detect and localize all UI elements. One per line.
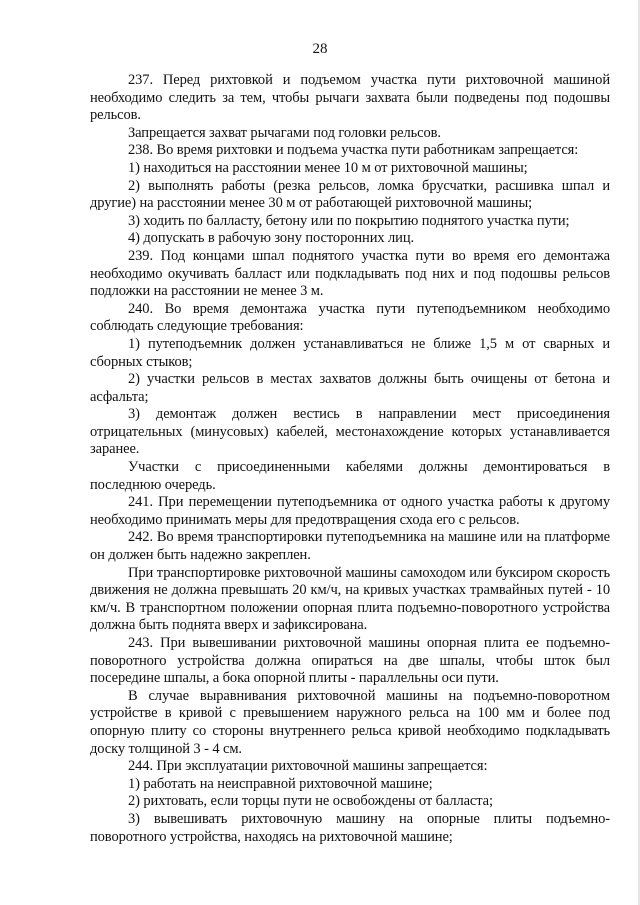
list-item-238-3: 3) ходить по балласту, бетону или по покрытию поднятого участка пути; [128,212,570,229]
list-item-238-4: 4) допускать в рабочую зону посторонних лиц. [128,230,415,247]
page-number: 28 [312,41,328,57]
paragraph-242: 242. Во время транспортировки путеподъемника на машине или на платформе он должен быть надежно закреплен. [90,529,610,564]
paragraph-237: 237. Перед рихтовкой и подъемом участка пути рихтовочной машиной необходимо следить за тем, чтобы рычаги захвата были подведены под подошвы рельсов. [90,72,610,124]
list-item-240-2: 2) участки рельсов в местах захватов должны быть очищены от бетона и асфальта; [90,371,610,405]
list-item-240-1: 1) путеподъемник должен устанавливаться не ближе 1,5 м от сварных и сборных стыков; [90,335,610,370]
paragraph-239: 239. Под концами шпал поднятого участка пути во время его демонтажа необходимо окучивать балласт или подкладывать под них и под подошвы рельсов подложки на расстоянии не менее 3 м. [90,247,610,300]
paragraph-244: 244. При эксплуатации рихтовочной машины запрещается: [128,758,488,775]
document-body [90,72,610,846]
paragraph-238: 238. Во время рихтовки и подъема участка пути работникам запрещается: [128,142,579,159]
list-item-238-2: 2) выполнять работы (резка рельсов, ломка брусчатки, расшивка шпал и другие) на расстоянии менее 30 м от работающей рихтовочной машины; [90,177,610,212]
paragraph-241: 241. При перемещении путеподъемника от одного участка работы к другому необходимо принимать меры для предотвращения схода его с рельсов. [90,494,610,528]
paragraph-237-prohibition: Запрещается захват рычагами под головки рельсов. [128,124,441,141]
paragraph-243-curve: В случае выравнивания рихтовочной машины на подъемно-поворотном устройстве в кривой с превышением наружного рельса на 100 мм и более под опорную плиту со стороны внутреннего рельса кривой необходимо подкладывать доску толщиной 3 - 4 см. [90,687,610,757]
paragraph-243: 243. При вывешивании рихтовочной машины опорная плита ее подъемно-поворотного устройства должна опираться на две шпалы, чтобы шток был посередине шпалы, а бока опорной плиты - параллельны оси пути. [90,635,610,687]
list-item-240-3: 3) демонтаж должен вестись в направлении мест присоединения отрицательных (минусовых) кабелей, местонахождение которых устанавливается заранее. [90,406,610,458]
list-item-244-1: 1) работать на неисправной рихтовочной машине; [128,775,433,792]
paragraph-240-note: Участки с присоединенными кабелями должны демонтироваться в последнюю очередь. [90,459,610,493]
list-item-244-2: 2) рихтовать, если торцы пути не освобождены от балласта; [128,793,493,810]
list-item-238-1: 1) находиться на расстоянии менее 10 м от рихтовочной машины; [128,159,528,176]
paragraph-242-transport: При транспортировке рихтовочной машины самоходом или буксиром скорость движения не должна превышать 20 км/ч, на кривых участках трамвайных путей - 10 км/ч. В транспортном положении опорная плита подъемно-поворотного устройства должна быть поднята вверх и зафиксирована. [90,564,610,634]
list-item-244-3: 3) вывешивать рихтовочную машину на опорные плиты подъемно-поворотного устройства, находясь на рихтовочной машине; [90,810,610,845]
paragraph-240: 240. Во время демонтажа участка пути путеподъемником необходимо соблюдать следующие требования: [90,300,610,335]
